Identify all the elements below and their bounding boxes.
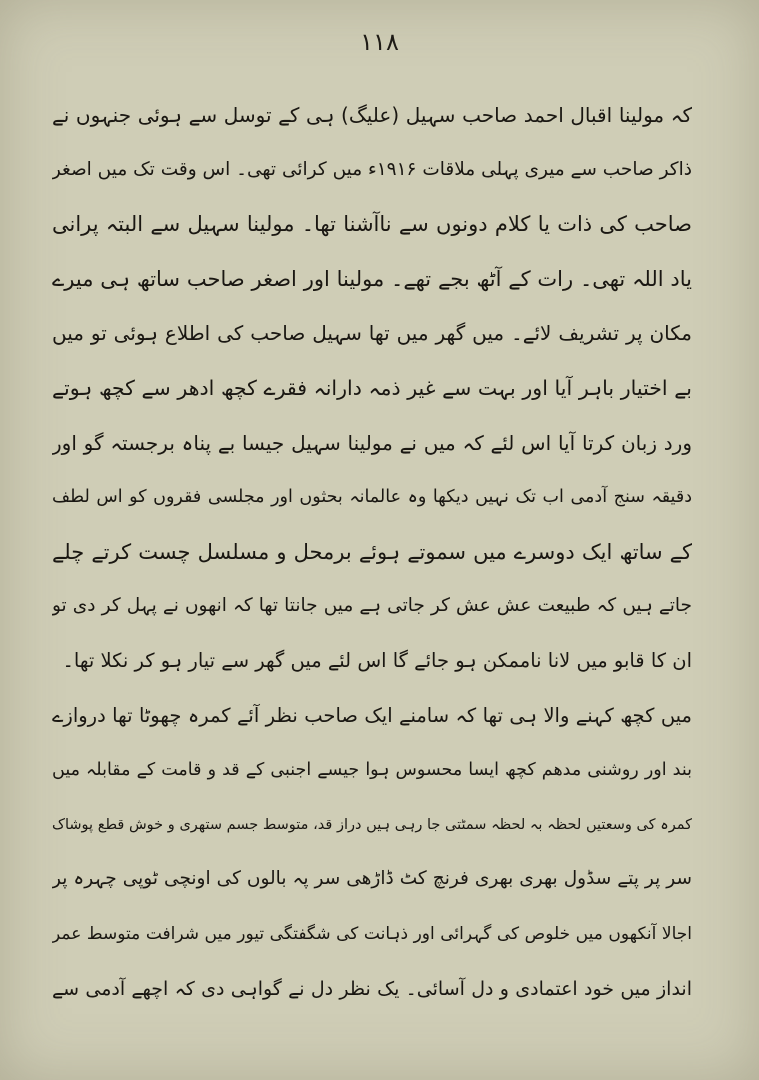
text-line-8: دقیقہ سنج آدمی اب تک نہیں دیکھا وہ عالمانہ بحثوں اور مجلسی فقروں کو اس لطف: [52, 487, 692, 508]
text-line-17: انداز میں خود اعتمادی و دل آسائی۔ یک نظر دل نے گواہی دی کہ اچھے آدمی سے: [52, 977, 692, 1000]
text-line-13: بند اور روشنی مدھم کچھ ایسا محسوس ہوا جیسے اجنبی کے قد و قامت کے مقابلہ میں: [52, 760, 692, 781]
text-line-10: جاتے ہیں کہ طبیعت عش عش کر جاتی ہے میں جانتا تھا کہ انھوں نے پہل کر دی تو: [52, 595, 692, 617]
text-line-6: بے اختیار باہر آیا اور بہت سے غیر ذمہ دارانہ فقرے کچھ ادھر سے کچھ ہوتے: [52, 375, 692, 400]
text-line-1: کہ مولینا اقبال احمد صاحب سہیل (علیگ) ہی کے توسل سے ہوئی جنہوں نے: [52, 103, 692, 127]
text-line-9: کے ساتھ ایک دوسرے میں سموتے ہوئے برمحل و مسلسل چست کرتے چلے: [52, 539, 692, 564]
text-line-4: یاد اللہ تھی۔ رات کے آٹھ بجے تھے۔ مولینا اور اصغر صاحب ساتھ ہی میرے: [52, 266, 692, 291]
text-line-5: مکان پر تشریف لائے۔ میں گھر میں تھا سہیل صاحب کی اطلاع ہوئی تو میں: [52, 321, 692, 346]
text-line-14: کمرہ کی وسعتیں لحظہ بہ لحظہ سمٹتی جا رہی ہیں دراز قد، متوسط جسم ستھری و خوش قطع پوشاک: [52, 816, 692, 833]
text-line-2: ذاکر صاحب سے میری پہلی ملاقات ۱۹۱۶ء میں کرائی تھی۔ اس وقت تک میں اصغر: [52, 158, 692, 180]
text-line-11: ان کا قابو میں لانا ناممکن ہو جائے گا اس لئے میں گھر سے تیار ہو کر نکلا تھا۔: [62, 648, 692, 672]
text-line-7: ورد زبان کرتا آیا اس لئے کہ میں نے مولینا سہیل جیسا بے پناہ برجستہ گو اور: [52, 430, 692, 455]
text-line-3: صاحب کی ذات یا کلام دونوں سے ناآشنا تھا۔ مولینا سہیل سے البتہ پرانی: [52, 212, 692, 237]
text-line-15: سر پر پتے سڈول بھری بھری فرنچ کٹ ڈاڑھی سر پہ بالوں کی اونچی ٹوپی چہرہ پر: [52, 868, 692, 890]
text-line-12: میں کچھ کہنے والا ہی تھا کہ سامنے ایک صاحب نظر آئے کمرہ چھوٹا تھا دروازے: [52, 703, 692, 727]
body-text: [52, 88, 692, 1016]
text-line-16: اجالا آنکھوں میں خلوص کی گہرائی اور ذہانت کی شگفتگی تیور میں شرافت متوسط عمر: [52, 923, 692, 944]
page-number: ۱۱۸: [360, 28, 399, 56]
